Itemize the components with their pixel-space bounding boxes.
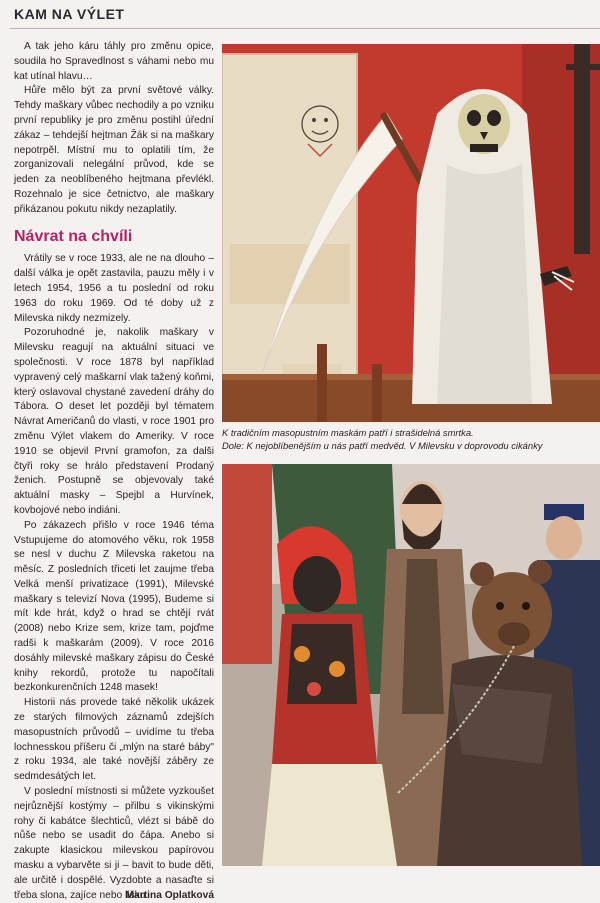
article-column <box>14 40 214 903</box>
article-paragraph: V poslední místnosti si můžete vyzkoušet nejrůznější kostýmy – přilbu s vikinskými rohy či kabátce šlechticů, vlézt si bábě do nůše nebo se usadit do čápa. Anebo si zakupte klasickou milevskou papírovou masku a vybarvěte si ji – bavit to bude děti, ale určitě i dospělé. Vyzdobte a nasaďte si třeba slona, zajíce nebo lišku. <box>14 786 214 901</box>
article-paragraph: Vrátily se v roce 1933, ale ne na dlouho – další válka je opět zastavila, pauzu měly i v letech 1954, 1956 a tu poslední od roku 1963 do roku 1969. Od té doby už z Milevska nikdy nezmizely. <box>14 253 214 324</box>
grim-reaper-illustration <box>222 44 600 422</box>
article-author: Martina Oplatková <box>125 889 214 901</box>
header-rule <box>10 28 600 29</box>
article-paragraph: Po zákazech přišlo v roce 1946 téma Vstupujeme do atomového věku, rok 1958 se nesl v duchu Z Milevska raketou na měsíc. Z posledních třiceti let zaujme třeba Velká menší privatizace (1991), Milevské maškary s televizí Nova (1995), Budeme si mít kde hrát, když o hrad se chtějí rvát (2008) nebo Krize sem, krize tam, pojďme radši k maškarám (2009). V roce 2016 dosáhly milevské maškary zápisu do České knihy rekordů, protože tu napočítali bezkonkurenčních 1248 masek! <box>14 519 214 694</box>
caption-line: Dole: K nejoblíbenějším u nás patří medvěd. V Milevsku v doprovodu cikánky <box>222 440 543 451</box>
caption-line: K tradičním masopustním maskám patří i strašidelná smrtka. <box>222 427 474 438</box>
section-label: KAM NA VÝLET <box>14 6 125 22</box>
article-paragraph: Historii nás provede také několik ukázek ze starých filmových záznamů zdejších masopustních průvodů – uvidíme tu třeba lochnesskou příšeru či „mlýn na staré báby" z roku 1934, ale také novější záběry ze sedmdesátých let. <box>14 697 214 783</box>
photo-bear-and-gypsy <box>222 464 600 866</box>
article-paragraph: Hůře mělo být za první světové války. Tehdy maškary vůbec nechodily a po vzniku první republiky je pro změnu postihl úřední zákaz – tehdejší hejtman Žák si na maškary nepotrpěl. Místní mu to oplatili tím, že zorganizovali nelegální průvod, kde se jeden za neoblíbeného hejtmana převlékl. Rozehnalo je sice četnictvo, ale maškary přikázanou pokutu nikdy nezaplatily. <box>14 85 214 215</box>
article-subhead: Návrat na chvíli <box>14 227 133 245</box>
article-paragraph: Pozoruhodné je, nakolik maškary v Milevsku reagují na aktuální situaci ve společnosti. V roce 1878 byl například vypravený celý maškarní vlak tažený koňmi, který oslavoval chystané zavedení dráhy do Tábora. O deset let později byl tématem Návrat Američanů do vlasti, v roce 1901 pro změnu Výlet vlakem do Ameriky. V roce 1910 se objevil První gramofon, za dalši čtyři roky se hrálo představení Prodaný ženich. Postupně se objevovaly také aktuální masky – Spejbl a Hurvínek, kovbojové nebo indiáni. <box>14 327 214 516</box>
photo-grim-reaper <box>222 44 600 422</box>
photo-caption <box>222 426 600 452</box>
article-paragraph: A tak jeho káru táhly pro změnu opice, soudila ho Spravedlnost s váhami nebo mu kat utínal hlavu… <box>14 41 214 82</box>
bear-gypsy-illustration <box>222 464 600 866</box>
